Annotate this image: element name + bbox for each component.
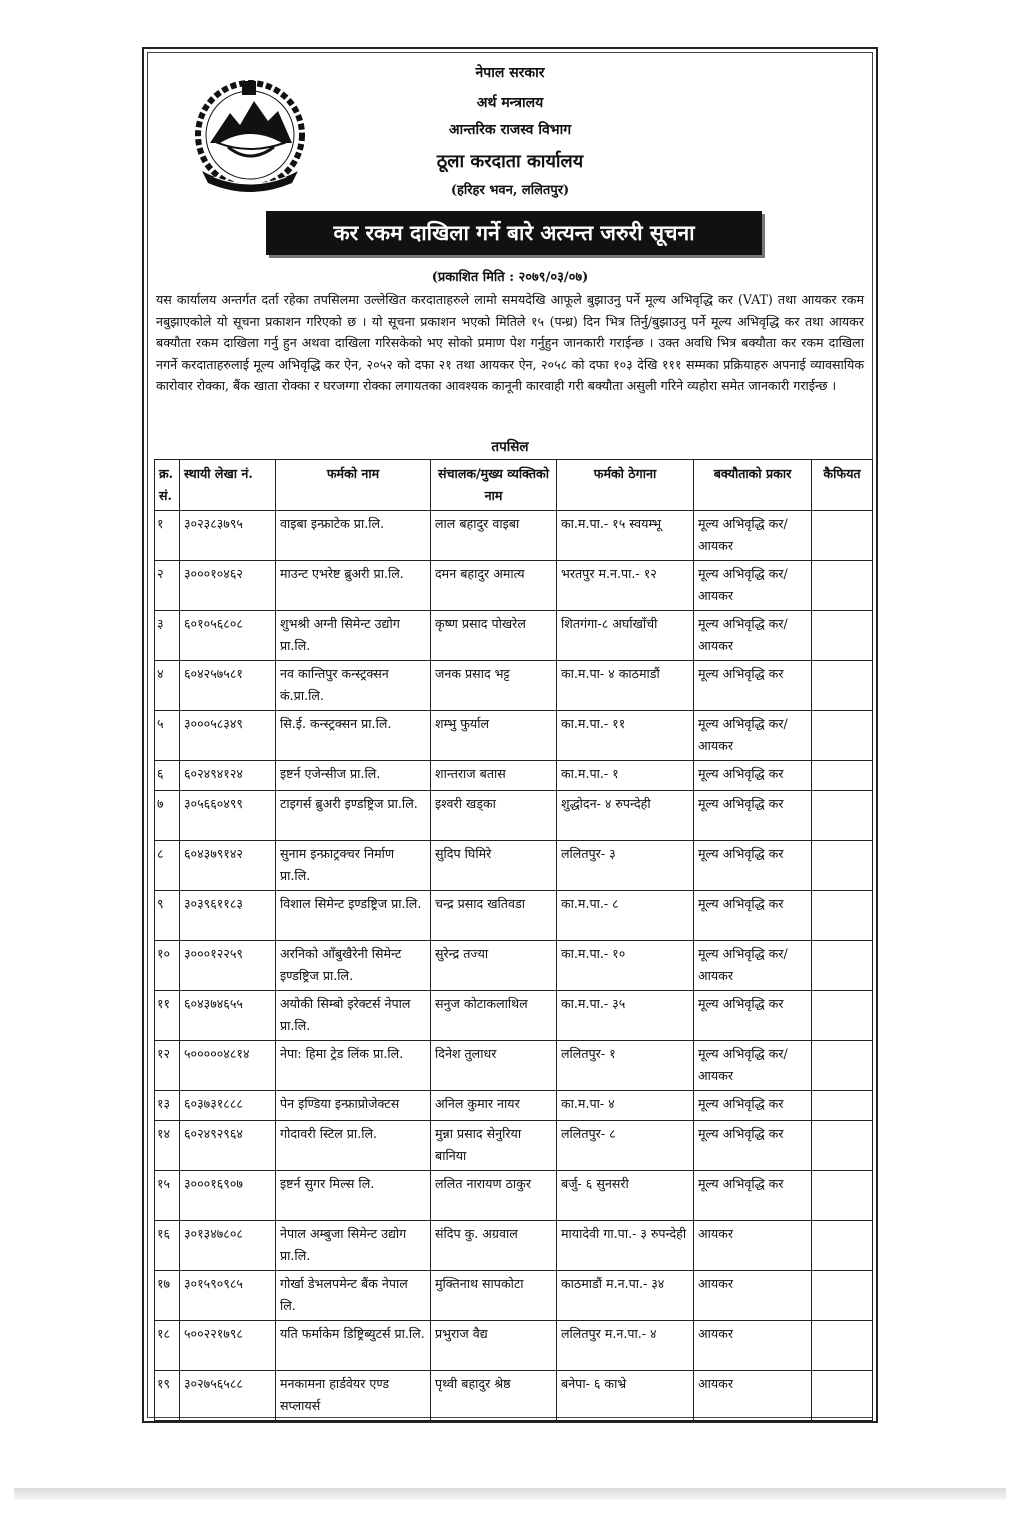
cell-pan: ३०२७५६५८८	[180, 1371, 276, 1421]
cell-dues-type: मूल्य अभिवृद्धि कर/ आयकर	[694, 711, 812, 761]
cell-address: बर्जु- ६ सुनसरी	[557, 1171, 694, 1221]
cell-firm-name: नेपाल अम्बुजा सिमेन्ट उद्योग प्रा.लि.	[276, 1221, 431, 1271]
cell-pan: ३०१५९०९८५	[180, 1271, 276, 1321]
cell-director: सनुज कोटाकलाथिल	[431, 991, 557, 1041]
cell-pan: ३०१३४७८०८	[180, 1221, 276, 1271]
cell-sn: १४	[155, 1121, 180, 1171]
cell-remarks	[812, 941, 873, 991]
cell-dues-type: मूल्य अभिवृद्धि कर/ आयकर	[694, 561, 812, 611]
cell-firm-name: गोर्खा डेभलपमेन्ट बैंक नेपाल लि.	[276, 1271, 431, 1321]
header-address-col: फर्मको ठेगाना	[557, 460, 694, 511]
cell-remarks	[812, 1221, 873, 1271]
cell-director: पृथ्वी बहादुर श्रेष्ठ	[431, 1371, 557, 1421]
cell-firm-name: सि.ई. कन्स्ट्रक्सन प्रा.लि.	[276, 711, 431, 761]
cell-firm-name: इष्टर्न एजेन्सीज प्रा.लि.	[276, 761, 431, 791]
notice-frame	[142, 47, 878, 1423]
cell-pan: ३०००१२२५९	[180, 941, 276, 991]
published-date: (प्रकाशित मिति : २०७९/०३/०७)	[431, 270, 589, 285]
notice-body	[147, 52, 873, 1418]
cell-firm-name: अयोकी सिम्बो इरेक्टर्स नेपाल प्रा.लि.	[276, 991, 431, 1041]
cell-remarks	[812, 841, 873, 891]
cell-director: अनिल कुमार नायर	[431, 1091, 557, 1121]
cell-dues-type: मूल्य अभिवृद्धि कर	[694, 891, 812, 941]
cell-director: लाल बहादुर वाइबा	[431, 511, 557, 561]
cell-address: का.म.पा.- १५ स्वयम्भू	[557, 511, 694, 561]
cell-remarks	[812, 611, 873, 661]
cell-dues-type: मूल्य अभिवृद्धि कर	[694, 991, 812, 1041]
cell-sn: १८	[155, 1321, 180, 1371]
cell-remarks	[812, 1091, 873, 1121]
cell-pan: ५०००००४८१४	[180, 1041, 276, 1091]
cell-address: का.म.पा- ४	[557, 1091, 694, 1121]
table-row	[155, 1271, 873, 1321]
cell-sn: १७	[155, 1271, 180, 1321]
cell-director: कृष्ण प्रसाद पोखरेल	[431, 611, 557, 661]
cell-director: संदिप कु. अग्रवाल	[431, 1221, 557, 1271]
cell-address: काठमाडौं म.न.पा.- ३४	[557, 1271, 694, 1321]
cell-dues-type: मूल्य अभिवृद्धि कर	[694, 661, 812, 711]
cell-director: जनक प्रसाद भट्ट	[431, 661, 557, 711]
header-sn: क्र. सं.	[155, 460, 180, 511]
cell-remarks	[812, 1041, 873, 1091]
table-row	[155, 1091, 873, 1121]
cell-address: ललितपुर- १	[557, 1041, 694, 1091]
cell-director: दिनेश तुलाधर	[431, 1041, 557, 1091]
cell-firm-name: सुनाम इन्फ्राट्रक्चर निर्माण प्रा.लि.	[276, 841, 431, 891]
cell-pan: ६०२४९४१२४	[180, 761, 276, 791]
cell-dues-type: मूल्य अभिवृद्धि कर	[694, 1121, 812, 1171]
cell-sn: ३	[155, 611, 180, 661]
cell-sn: ७	[155, 791, 180, 841]
cell-pan: ५००२२१७९८	[180, 1321, 276, 1371]
cell-firm-name: मनकामना हार्डवेयर एण्ड सप्लायर्स	[276, 1371, 431, 1421]
cell-sn: १२	[155, 1041, 180, 1091]
cell-firm-name: माउन्ट एभरेष्ट ब्रुअरी प्रा.लि.	[276, 561, 431, 611]
cell-address: का.म.पा.- १	[557, 761, 694, 791]
table-title: तपसिल	[491, 439, 529, 455]
table-row	[155, 1121, 873, 1171]
table-row	[155, 1221, 873, 1271]
cell-address: ललितपुर म.न.पा.- ४	[557, 1321, 694, 1371]
cell-dues-type: मूल्य अभिवृद्धि कर/ आयकर	[694, 511, 812, 561]
cell-director: मुक्तिनाथ सापकोटा	[431, 1271, 557, 1321]
cell-sn: ५	[155, 711, 180, 761]
cell-pan: ३०००१६९०७	[180, 1171, 276, 1221]
header-department: आन्तरिक राजस्व विभाग	[448, 122, 572, 138]
cell-dues-type: आयकर	[694, 1321, 812, 1371]
cell-firm-name: गोदावरी स्टिल प्रा.लि.	[276, 1121, 431, 1171]
cell-firm-name: इष्टर्न सुगर मिल्स लि.	[276, 1171, 431, 1221]
cell-dues-type: मूल्य अभिवृद्धि कर	[694, 791, 812, 841]
cell-address: शुद्धोदन- ४ रुपन्देही	[557, 791, 694, 841]
cell-address: का.म.पा.- ३५	[557, 991, 694, 1041]
header-dues-type: बक्यौताको प्रकार	[694, 460, 812, 511]
table-row	[155, 561, 873, 611]
table-row	[155, 991, 873, 1041]
cell-sn: १३	[155, 1091, 180, 1121]
taxpayer-table	[154, 459, 873, 1421]
cell-director: चन्द्र प्रसाद खतिवडा	[431, 891, 557, 941]
cell-remarks	[812, 1171, 873, 1221]
notice-banner: कर रकम दाखिला गर्ने बारे अत्यन्त जरुरी सूचना	[266, 211, 762, 255]
table-row	[155, 791, 873, 841]
cell-director: इश्वरी खड्का	[431, 791, 557, 841]
cell-remarks	[812, 991, 873, 1041]
cell-dues-type: आयकर	[694, 1371, 812, 1421]
table-row	[155, 1041, 873, 1091]
cell-address: ललितपुर- ८	[557, 1121, 694, 1171]
cell-remarks	[812, 1121, 873, 1171]
header-address: (हरिहर भवन, ललितपुर)	[450, 183, 570, 198]
table-row	[155, 611, 873, 661]
header-pan: स्थायी लेखा नं.	[180, 460, 276, 511]
cell-firm-name: वाइबा इन्फ्राटेक प्रा.लि.	[276, 511, 431, 561]
cell-director: मुन्ना प्रसाद सेनुरिया बानिया	[431, 1121, 557, 1171]
cell-remarks	[812, 891, 873, 941]
cell-dues-type: मूल्य अभिवृद्धि कर	[694, 761, 812, 791]
header-firm-name: फर्मको नाम	[276, 460, 431, 511]
cell-dues-type: आयकर	[694, 1271, 812, 1321]
cell-director: सुरेन्द्र तज्या	[431, 941, 557, 991]
cell-address: का.म.पा.- १०	[557, 941, 694, 991]
cell-sn: १६	[155, 1221, 180, 1271]
cell-director: प्रभुराज वैद्य	[431, 1321, 557, 1371]
cell-pan: ६०२४९२९६४	[180, 1121, 276, 1171]
cell-firm-name: विशाल सिमेन्ट इण्डष्ट्रिज प्रा.लि.	[276, 891, 431, 941]
cell-sn: ६	[155, 761, 180, 791]
cell-address: का.म.पा- ४ काठमाडौं	[557, 661, 694, 711]
page-bottom-edge	[14, 1488, 1006, 1500]
cell-firm-name: पेन इण्डिया इन्फ्राप्रोजेक्टस	[276, 1091, 431, 1121]
table-row	[155, 1371, 873, 1421]
cell-pan: ६०१०५६८०८	[180, 611, 276, 661]
header-director: संचालक/मुख्य व्यक्तिको नाम	[431, 460, 557, 511]
cell-address: शितगंगा-८ अर्घाखाँची	[557, 611, 694, 661]
cell-pan: ३०३९६११८३	[180, 891, 276, 941]
cell-sn: १०	[155, 941, 180, 991]
cell-pan: ६०४३७९१४२	[180, 841, 276, 891]
cell-firm-name: नव कान्तिपुर कन्स्ट्रक्सन कं.प्रा.लि.	[276, 661, 431, 711]
table-row	[155, 1171, 873, 1221]
cell-sn: १५	[155, 1171, 180, 1221]
cell-pan: ६०४२५७५८१	[180, 661, 276, 711]
cell-dues-type: मूल्य अभिवृद्धि कर	[694, 1171, 812, 1221]
cell-sn: १	[155, 511, 180, 561]
cell-address: भरतपुर म.न.पा.- १२	[557, 561, 694, 611]
table-row	[155, 941, 873, 991]
cell-sn: ११	[155, 991, 180, 1041]
cell-address: बनेपा- ६ काभ्रे	[557, 1371, 694, 1421]
cell-firm-name: अरनिको आँबुखैरेनी सिमेन्ट इण्डष्ट्रिज प्रा.लि.	[276, 941, 431, 991]
cell-sn: ९	[155, 891, 180, 941]
cell-director: दमन बहादुर अमात्य	[431, 561, 557, 611]
cell-pan: ३०२३८३७९५	[180, 511, 276, 561]
cell-dues-type: आयकर	[694, 1221, 812, 1271]
cell-firm-name: शुभश्री अग्नी सिमेन्ट उद्योग प्रा.लि.	[276, 611, 431, 661]
cell-remarks	[812, 561, 873, 611]
cell-address: का.म.पा.- ८	[557, 891, 694, 941]
cell-dues-type: मूल्य अभिवृद्धि कर	[694, 1091, 812, 1121]
header-remarks: कैफियत	[812, 460, 873, 511]
cell-firm-name: टाइगर्स ब्रुअरी इण्डष्ट्रिज प्रा.लि.	[276, 791, 431, 841]
cell-pan: ६०३७३१८८८	[180, 1091, 276, 1121]
cell-director: शम्भु फुर्याल	[431, 711, 557, 761]
cell-remarks	[812, 511, 873, 561]
cell-director: सुदिप घिमिरे	[431, 841, 557, 891]
cell-remarks	[812, 1371, 873, 1421]
cell-remarks	[812, 761, 873, 791]
header-government: नेपाल सरकार	[475, 65, 545, 81]
cell-pan: ६०४३७४६५५	[180, 991, 276, 1041]
cell-pan: ३०५६६०४९९	[180, 791, 276, 841]
cell-dues-type: मूल्य अभिवृद्धि कर/ आयकर	[694, 941, 812, 991]
table-row	[155, 891, 873, 941]
cell-director: शान्तराज बतास	[431, 761, 557, 791]
header-office: ठूला करदाता कार्यालय	[436, 151, 584, 172]
cell-address: ललितपुर- ३	[557, 841, 694, 891]
table-row	[155, 761, 873, 791]
cell-director: ललित नारायण ठाकुर	[431, 1171, 557, 1221]
header-ministry: अर्थ मन्त्रालय	[476, 95, 544, 111]
table-row	[155, 711, 873, 761]
table-row	[155, 511, 873, 561]
cell-firm-name: यति फर्माकेम डिष्ट्रिब्युटर्स प्रा.लि.	[276, 1321, 431, 1371]
cell-remarks	[812, 1271, 873, 1321]
notice-paragraph: यस कार्यालय अन्तर्गत दर्ता रहेका तपसिलमा उल्लेखित करदाताहरुले लामो समयदेखि आफूले बुझाउनु पर्ने मूल्य अभिवृद्धि कर (VAT) तथा आयकर रकम नबुझाएकोले यो सूचना प्रकाशन गरिएको छ । यो सूचना प्रकाशन भएको मितिले १५ (पन्ध्र) दिन भित्र तिर्नु/बुझाउनु पर्ने मूल्य अभिवृद्धि कर तथा आयकर बक्यौता रकम दाखिला गर्नु हुन अथवा दाखिला गरिसकेको भए सोको प्रमाण पेश गर्नुहुन जानकारी गराईन्छ । उक्त अवधि भित्र बक्यौता कर रकम दाखिला नगर्ने करदाताहरुलाई मूल्य अभिवृद्धि कर ऐन, २०५२ को दफा २१ तथा आयकर ऐन, २०५८ को दफा १०३ देखि १११ सम्मका प्रक्रियाहरु अपनाई व्यावसायिक कारोवार रोक्का, बैंक खाता रोक्का र घरजग्गा रोक्का लगायतका आवश्यक कानूनी कारवाही गरी बक्यौता असुली गरिने व्यहोरा समेत जानकारी गराईन्छ ।	[156, 292, 864, 394]
cell-remarks	[812, 661, 873, 711]
table-header-row	[155, 460, 873, 511]
cell-sn: १९	[155, 1371, 180, 1421]
cell-address: मायादेवी गा.पा.- ३ रुपन्देही	[557, 1221, 694, 1271]
cell-dues-type: मूल्य अभिवृद्धि कर/ आयकर	[694, 611, 812, 661]
cell-sn: २	[155, 561, 180, 611]
cell-remarks	[812, 791, 873, 841]
table-row	[155, 661, 873, 711]
cell-pan: ३०००१०४६२	[180, 561, 276, 611]
table-row	[155, 1321, 873, 1371]
cell-sn: ८	[155, 841, 180, 891]
cell-address: का.म.पा.- ११	[557, 711, 694, 761]
table-row	[155, 841, 873, 891]
cell-remarks	[812, 1321, 873, 1371]
cell-firm-name: नेपा: हिमा ट्रेड लिंक प्रा.लि.	[276, 1041, 431, 1091]
cell-sn: ४	[155, 661, 180, 711]
cell-remarks	[812, 711, 873, 761]
cell-dues-type: मूल्य अभिवृद्धि कर/ आयकर	[694, 1041, 812, 1091]
cell-dues-type: मूल्य अभिवृद्धि कर	[694, 841, 812, 891]
cell-pan: ३०००५८३४९	[180, 711, 276, 761]
